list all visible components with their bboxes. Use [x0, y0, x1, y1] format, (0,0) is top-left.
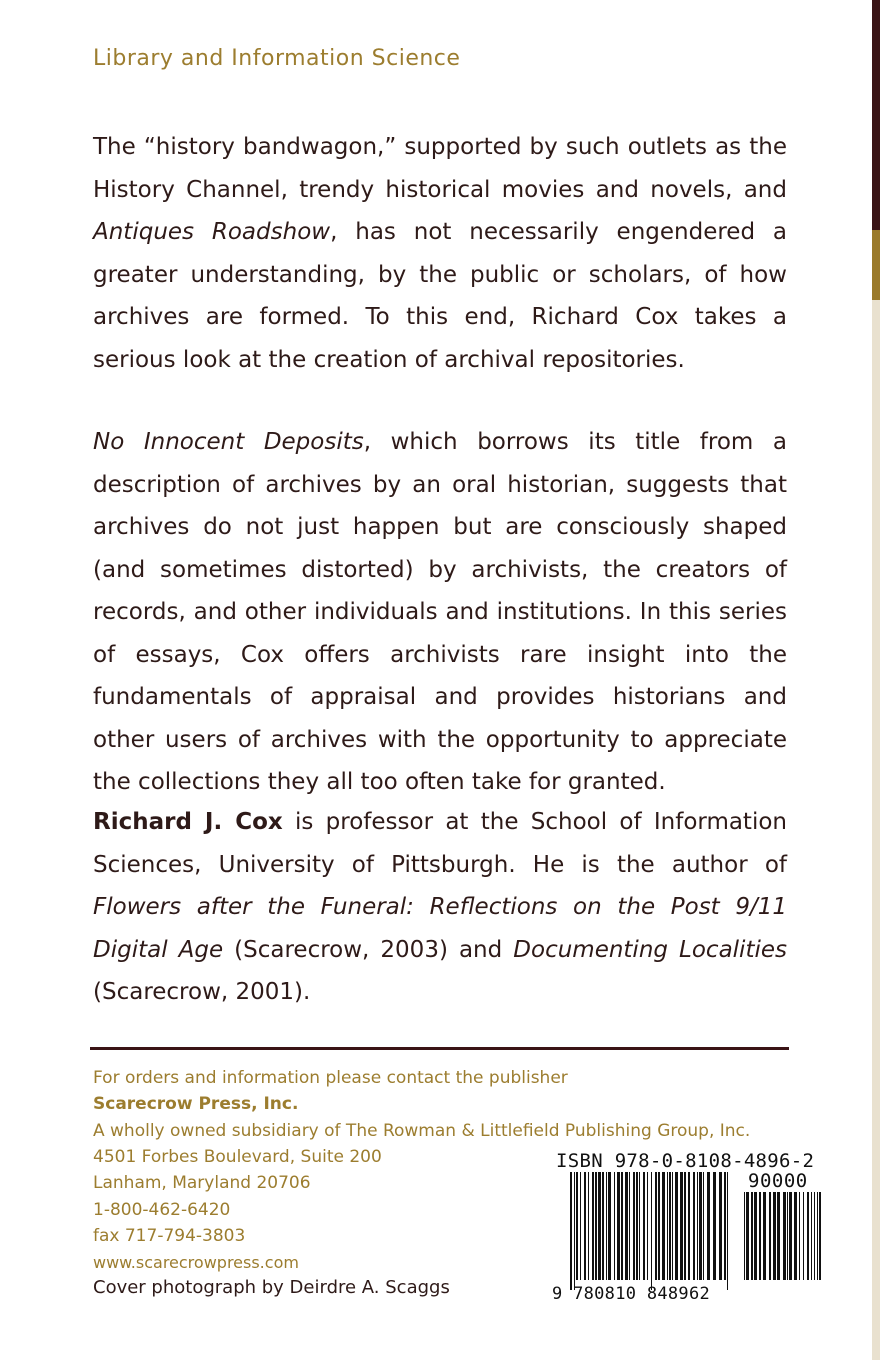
publisher-contact-line: For orders and information please contact the publisher: [93, 1068, 568, 1088]
ean-barcode-image: [570, 1172, 730, 1290]
ean-digits-label: 9 780810 848962: [552, 1284, 711, 1304]
publisher-phone: 1-800-462-6420: [93, 1200, 231, 1220]
p2-italic-title: No Innocent Deposits: [93, 429, 364, 455]
publisher-subsidiary: A wholly owned subsidiary of The Rowman & Littlefield Publishing Group, Inc.: [93, 1121, 751, 1141]
spine-edge-cream: [872, 300, 880, 1360]
p2-text-a: , which borrows its title from a description of archives by an oral historian, suggests that archives do not just happen but are consciously shaped (and sometimes distorted) by archivists, the creators of records, and other individuals and institutions. In this series of essays, Cox offers archivists rare insight into the fundamentals of appraisal and provides historians and other users of archives with the opportunity to appreciate the collections they all too often take for granted.: [93, 429, 787, 795]
publisher-name: Scarecrow Press, Inc.: [93, 1094, 299, 1114]
author-name: Richard J. Cox: [93, 809, 283, 835]
publisher-address-line-1: 4501 Forbes Boulevard, Suite 200: [93, 1147, 382, 1167]
isbn-label: ISBN 978-0-8108-4896-2: [556, 1150, 815, 1172]
p1-text-b: , has not necessarily engendered a greater understanding, by the public or scholars, of how archives are formed. To this end, Richard Cox takes a serious look at the creation of archival repositories.: [93, 219, 788, 373]
p3-text-b: (Scarecrow, 2003) and: [223, 936, 514, 963]
p3-text-a: is professor at the School of Information Sciences, University of Pittsburgh. He is the author of: [93, 809, 787, 878]
spine-edge-dark: [872, 0, 880, 230]
description-paragraph-2: [93, 421, 787, 804]
publisher-website: www.scarecrowpress.com: [93, 1253, 299, 1272]
p3-italic-title-2: Documenting Localities: [513, 936, 787, 963]
p1-italic-title: Antiques Roadshow: [93, 219, 331, 245]
category-label: Library and Information Science: [93, 46, 461, 71]
p3-italic-title-1: Flowers after the Funeral: Reflections on the Post 9/11 Digital Age: [93, 894, 787, 963]
p1-text-a: The “history bandwagon,” supported by such outlets as the History Channel, trendy historical movies and novels, and: [93, 134, 787, 203]
spine-edge-gold: [872, 230, 880, 300]
price-addon-digits: 90000: [748, 1170, 808, 1192]
description-paragraph-1: [93, 126, 787, 381]
publisher-fax: fax 717-794-3803: [93, 1226, 246, 1246]
divider-rule: [90, 1047, 789, 1050]
publisher-address-line-2: Lanham, Maryland 20706: [93, 1173, 311, 1193]
p3-text-c: (Scarecrow, 2001).: [93, 979, 311, 1005]
addon-barcode-image: [744, 1192, 822, 1290]
author-bio-paragraph: [93, 801, 787, 1014]
cover-photo-credit: Cover photograph by Deirdre A. Scaggs: [93, 1277, 450, 1298]
